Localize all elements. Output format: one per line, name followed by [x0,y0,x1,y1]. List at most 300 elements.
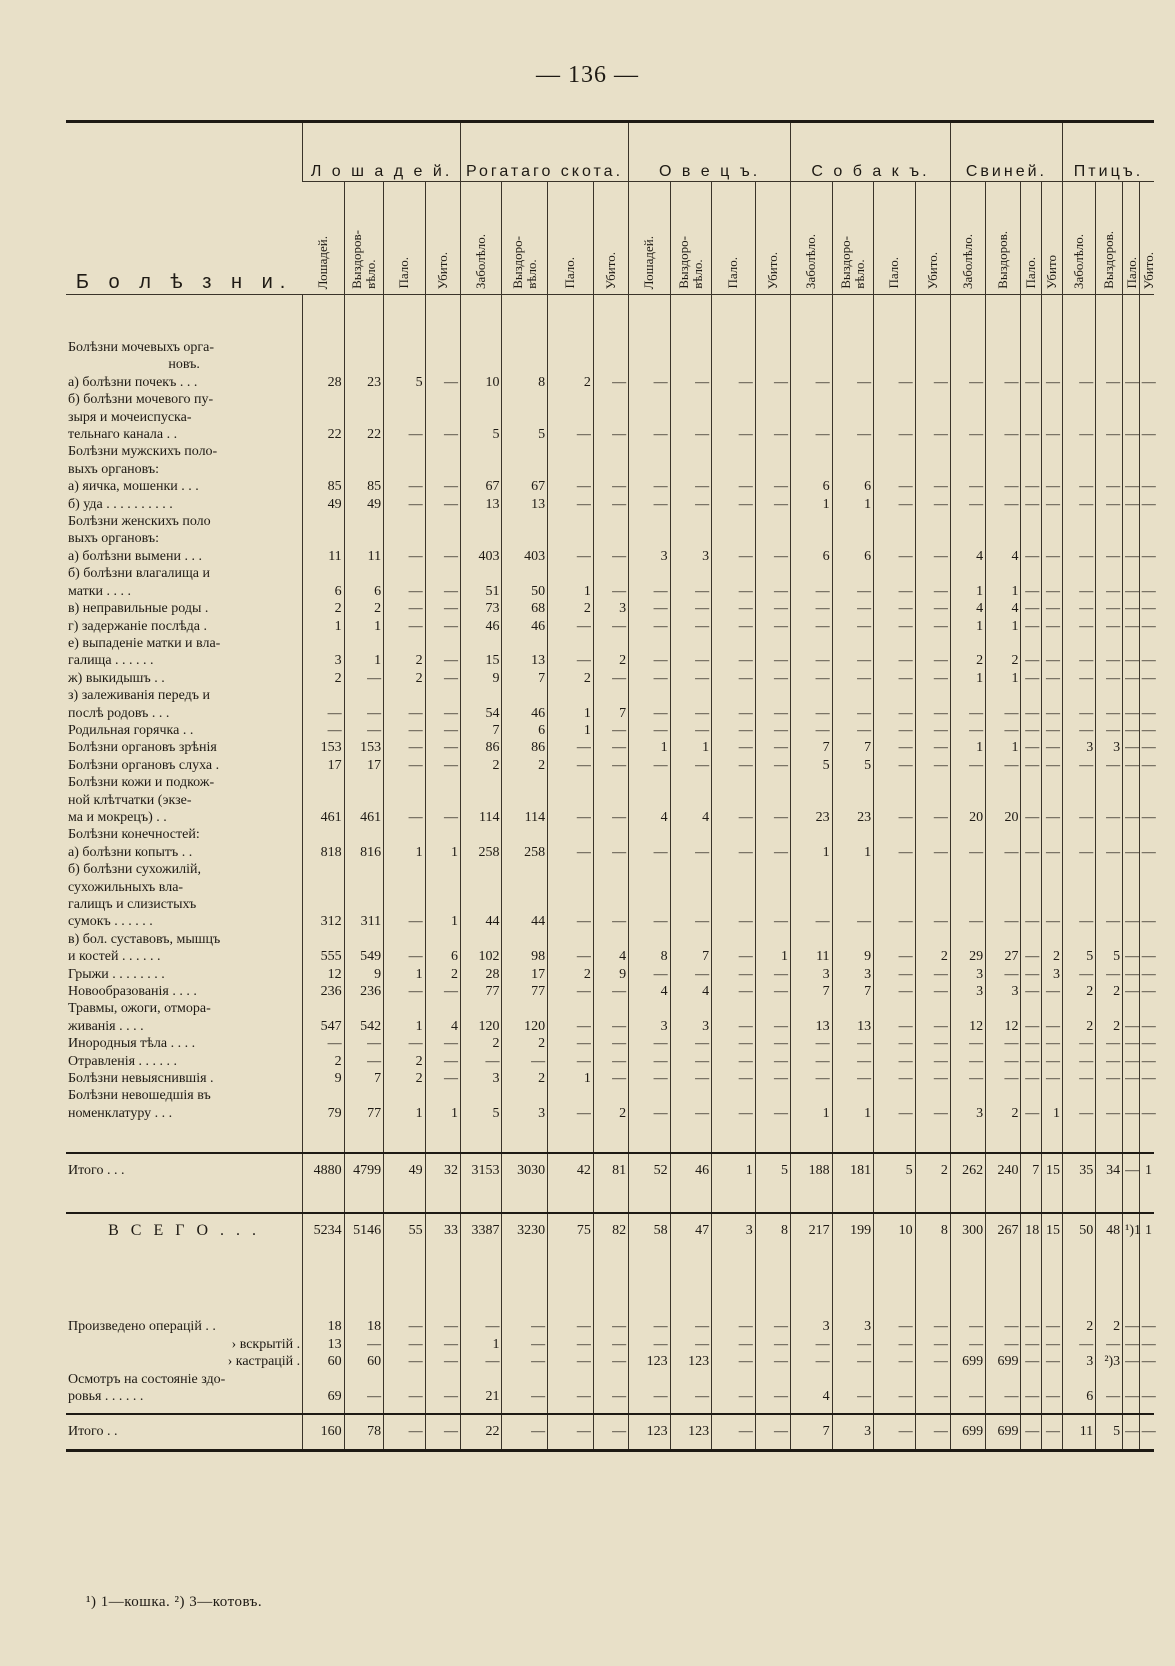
table-cell: — [1021,1336,1042,1353]
table-cell: — [874,1414,916,1451]
table-cell: 5 [460,426,502,443]
table-cell: — [712,983,756,1000]
table-cell [502,461,548,478]
table-row [66,548,1154,565]
table-cell [874,530,916,547]
table-cell: 12 [950,1018,985,1035]
table-cell [548,339,594,356]
table-cell: 44 [502,913,548,930]
table-cell: — [384,705,426,722]
table-cell: — [915,757,950,774]
table-cell: — [712,948,756,965]
table-cell [950,792,985,809]
table-cell: 3 [629,1018,671,1035]
table-cell: — [1123,809,1140,826]
table-cell: 6 [832,548,874,565]
table-cell: 5 [791,757,833,774]
table-cell: 8 [502,374,548,391]
table-cell: — [1021,1070,1042,1087]
table-cell: — [915,1353,950,1370]
table-cell: — [425,809,460,826]
table-cell [1062,774,1095,791]
row-label: Итого . . . [66,1153,303,1188]
table-cell: — [755,809,790,826]
table-cell: — [425,548,460,565]
subcolumn-header [1096,182,1123,295]
table-cell: — [755,600,790,617]
table-cell [791,443,833,460]
table-cell [460,1000,502,1017]
table-cell: — [1123,1388,1140,1405]
table-cell: — [791,1053,833,1070]
table-cell: 75 [548,1213,594,1248]
table-cell: 114 [502,809,548,826]
table-cell: 9 [344,966,383,983]
table-cell: — [629,618,671,635]
table-cell: 60 [344,1353,383,1370]
table-cell: 188 [791,1153,833,1188]
table-cell: — [1062,426,1095,443]
table-cell: 2 [548,374,594,391]
table-cell [874,879,916,896]
row-label: Итого . . [66,1414,303,1451]
table-cell: 9 [832,948,874,965]
table-cell [755,565,790,582]
table-cell [384,356,426,373]
table-cell [1042,443,1063,460]
table-cell: — [1123,1353,1140,1370]
table-cell: 4880 [303,1153,345,1188]
table-cell: — [1021,722,1042,739]
table-cell [1096,1087,1123,1104]
table-cell [629,461,671,478]
table-cell [344,687,383,704]
table-cell [384,635,426,652]
table-cell: — [712,583,756,600]
table-cell: — [1021,809,1042,826]
table-cell [344,1000,383,1017]
table-cell [303,391,345,408]
table-cell: — [1062,1105,1095,1122]
table-cell: — [712,1388,756,1405]
table-cell: — [712,913,756,930]
table-cell [1123,339,1140,356]
table-cell: 44 [460,913,502,930]
table-cell: — [548,1053,594,1070]
table-cell [1062,792,1095,809]
table-cell: — [950,722,985,739]
table-cell [425,826,460,843]
table-cell: — [1062,844,1095,861]
table-cell: — [670,844,712,861]
table-cell: 9 [460,670,502,687]
table-cell: — [1096,809,1123,826]
table-cell [502,774,548,791]
subcolumn-label: Выздоро- вѣло. [509,236,539,289]
table-cell [915,826,950,843]
table-cell [1096,1000,1123,1017]
table-cell [791,896,833,913]
table-cell [548,356,594,373]
table-cell [593,513,628,530]
table-cell [344,774,383,791]
table-cell [832,1087,874,1104]
table-cell [986,687,1021,704]
table-cell: — [1139,1070,1154,1087]
table-cell: — [1139,548,1154,565]
table-cell: — [629,1105,671,1122]
table-cell [670,879,712,896]
table-cell: 1 [548,722,594,739]
table-cell [548,687,594,704]
table-cell: — [629,844,671,861]
table-cell: — [425,1318,460,1335]
table-cell [1062,530,1095,547]
row-label: Болѣзни органовъ слуха . [68,757,220,773]
table-cell: — [344,1053,383,1070]
table-cell: 699 [950,1353,985,1370]
table-cell [1123,861,1140,878]
table-cell [1096,931,1123,948]
table-cell: 114 [460,809,502,826]
table-cell: — [986,1070,1021,1087]
table-cell: — [712,1414,756,1451]
table-row [66,1053,1154,1070]
subcolumn-label: Выздоров. [995,231,1011,289]
table-cell [670,931,712,948]
subcolumn-header [1123,182,1140,295]
table-cell [915,1087,950,1104]
table-cell [1042,774,1063,791]
table-cell [384,565,426,582]
table-cell [1062,565,1095,582]
row-label: номенклатуру . . . [68,1105,173,1121]
table-cell: 102 [460,948,502,965]
subcolumn-label: Выздоро- вѣло. [837,236,867,289]
table-cell [1139,896,1154,913]
table-cell [755,513,790,530]
table-cell: 2 [950,652,985,669]
table-cell: — [303,705,345,722]
table-cell: — [425,374,460,391]
table-cell: — [712,1336,756,1353]
table-cell [791,356,833,373]
table-cell [1062,1371,1095,1388]
table-cell [1123,391,1140,408]
table-cell: — [915,426,950,443]
table-cell: 4 [629,983,671,1000]
table-cell [986,339,1021,356]
table-cell [915,879,950,896]
table-cell: — [1139,1035,1154,1052]
table-cell [1096,443,1123,460]
table-cell [915,1371,950,1388]
table-cell [425,513,460,530]
table-cell: — [986,705,1021,722]
table-row [66,496,1154,513]
table-cell: — [1096,670,1123,687]
table-cell: 4 [425,1018,460,1035]
table-cell [1139,774,1154,791]
table-cell [1096,687,1123,704]
table-cell [950,879,985,896]
table-cell [712,687,756,704]
subcolumn-header [950,182,985,295]
table-cell [832,826,874,843]
table-cell [712,513,756,530]
table-cell [460,409,502,426]
table-cell: — [548,1318,594,1335]
table-cell [303,339,345,356]
table-cell [1062,1087,1095,1104]
table-cell: — [755,913,790,930]
table-cell: — [1042,1388,1063,1405]
table-cell: — [874,809,916,826]
subcolumn-label: Пало. [1124,257,1140,289]
table-cell: — [1021,1318,1042,1335]
row-label: зыря и мочеиспуска- [68,409,192,425]
table-cell [791,461,833,478]
table-cell: — [874,1336,916,1353]
table-cell [950,409,985,426]
table-cell [548,826,594,843]
table-cell: ²)3 [1096,1353,1123,1370]
table-cell: 46 [502,705,548,722]
table-cell [593,861,628,878]
table-cell: — [1123,426,1140,443]
table-cell [791,513,833,530]
table-cell: — [1096,374,1123,391]
table-cell [344,792,383,809]
table-cell: 153 [303,739,345,756]
table-cell [950,635,985,652]
table-cell: 49 [384,1153,426,1188]
table-cell [548,792,594,809]
table-cell: 50 [502,583,548,600]
row-label: Болѣзни невыяснившія . [68,1071,214,1087]
table-cell: — [950,705,985,722]
table-cell [384,792,426,809]
subcolumn-header [629,182,671,295]
table-cell: 32 [425,1153,460,1188]
table-cell: — [1123,1336,1140,1353]
table-cell [791,687,833,704]
table-cell: — [593,374,628,391]
table-cell: 5 [1096,1414,1123,1451]
table-cell [832,896,874,913]
table-cell: — [548,478,594,495]
table-cell: 3 [832,1414,874,1451]
table-cell: — [1123,496,1140,513]
table-cell [832,879,874,896]
table-cell [303,409,345,426]
table-cell: — [950,1336,985,1353]
table-cell [502,530,548,547]
table-cell [629,513,671,530]
table-cell: 49 [303,496,345,513]
table-cell [593,1087,628,1104]
table-cell [460,931,502,948]
table-cell [950,356,985,373]
table-cell: — [986,844,1021,861]
table-cell [502,826,548,843]
table-cell [915,356,950,373]
table-cell: — [874,374,916,391]
table-cell: 7 [670,948,712,965]
table-cell: — [425,426,460,443]
table-cell [670,826,712,843]
table-cell: — [915,705,950,722]
table-cell: — [755,1053,790,1070]
table-cell: — [986,374,1021,391]
table-cell: — [425,652,460,669]
table-cell: — [670,705,712,722]
table-cell: — [1123,670,1140,687]
table-cell: — [915,670,950,687]
table-cell: — [670,426,712,443]
table-cell [425,687,460,704]
table-cell: 11 [344,548,383,565]
table-cell [791,391,833,408]
table-cell: — [832,652,874,669]
table-cell [712,565,756,582]
table-cell: — [548,913,594,930]
disease-header: Б о л ѣ з н и. [66,122,303,295]
table-cell: — [755,374,790,391]
table-cell: — [670,1070,712,1087]
table-row [66,374,1154,391]
table-cell [502,861,548,878]
table-cell [874,931,916,948]
table-cell [712,931,756,948]
table-cell: 42 [548,1153,594,1188]
table-cell: — [1123,1105,1140,1122]
table-cell [1042,879,1063,896]
table-cell [755,861,790,878]
table-cell [1062,826,1095,843]
table-cell [1042,931,1063,948]
table-cell: — [712,670,756,687]
table-cell: — [915,809,950,826]
table-cell [755,409,790,426]
table-cell [1096,826,1123,843]
table-cell: — [1042,670,1063,687]
table-cell [593,339,628,356]
table-cell [832,1000,874,1017]
table-cell [1021,513,1042,530]
table-cell: — [950,478,985,495]
table-cell: 4 [670,809,712,826]
table-row [66,757,1154,774]
table-cell: — [629,496,671,513]
subcolumn-label: Пало. [886,257,902,289]
table-cell [1123,774,1140,791]
table-cell [303,461,345,478]
table-cell: 8 [755,1213,790,1248]
table-cell: — [712,618,756,635]
table-cell: — [791,618,833,635]
table-cell [593,356,628,373]
table-cell: 77 [344,1105,383,1122]
table-cell [303,1371,345,1388]
table-cell: — [1123,705,1140,722]
table-cell: — [593,496,628,513]
table-cell: ¹)1 [1123,1213,1140,1248]
table-cell [629,356,671,373]
table-cell: — [755,1070,790,1087]
table-row [66,948,1154,965]
table-cell: — [548,1018,594,1035]
table-cell: — [384,478,426,495]
table-cell: — [915,1414,950,1451]
table-cell [670,409,712,426]
table-cell: 2 [303,670,345,687]
table-cell: — [1042,618,1063,635]
row-label: Болѣзни невошедшія въ [68,1088,211,1104]
table-cell: — [874,478,916,495]
table-cell: — [915,652,950,669]
table-cell: — [425,705,460,722]
table-cell: — [1139,496,1154,513]
table-cell: — [712,739,756,756]
table-cell [791,565,833,582]
table-cell: — [1096,722,1123,739]
table-cell [986,1087,1021,1104]
table-cell [344,513,383,530]
table-cell: — [670,1336,712,1353]
table-cell: — [755,844,790,861]
table-cell: — [1062,548,1095,565]
table-cell [1042,896,1063,913]
table-cell: 2 [1096,1018,1123,1035]
table-cell: 3 [986,983,1021,1000]
table-cell [915,774,950,791]
table-cell [384,687,426,704]
table-cell: 1 [832,1105,874,1122]
table-cell: — [593,1035,628,1052]
table-cell [425,1000,460,1017]
table-cell [629,1371,671,1388]
table-cell: 46 [502,618,548,635]
table-cell [548,391,594,408]
table-cell: 2 [502,757,548,774]
table-row [66,356,1154,373]
table-cell: 1 [344,618,383,635]
table-cell [548,461,594,478]
table-cell [874,1000,916,1017]
table-cell: — [986,1336,1021,1353]
table-cell [1021,1000,1042,1017]
table-cell: — [670,583,712,600]
table-cell: — [1062,913,1095,930]
table-cell: 7 [832,983,874,1000]
row-label: и костей . . . . . . [68,949,161,965]
table-cell: — [1062,1035,1095,1052]
table-cell: — [1042,496,1063,513]
table-cell: — [1021,1105,1042,1122]
table-cell: — [593,1053,628,1070]
table-cell: 1 [1042,1105,1063,1122]
table-cell: 78 [344,1414,383,1451]
table-cell: 1 [384,844,426,861]
table-cell: 1 [986,583,1021,600]
table-cell: — [950,426,985,443]
table-cell: — [1096,600,1123,617]
table-cell [502,635,548,652]
table-cell: — [915,618,950,635]
table-cell [502,513,548,530]
table-cell: 2 [502,1070,548,1087]
